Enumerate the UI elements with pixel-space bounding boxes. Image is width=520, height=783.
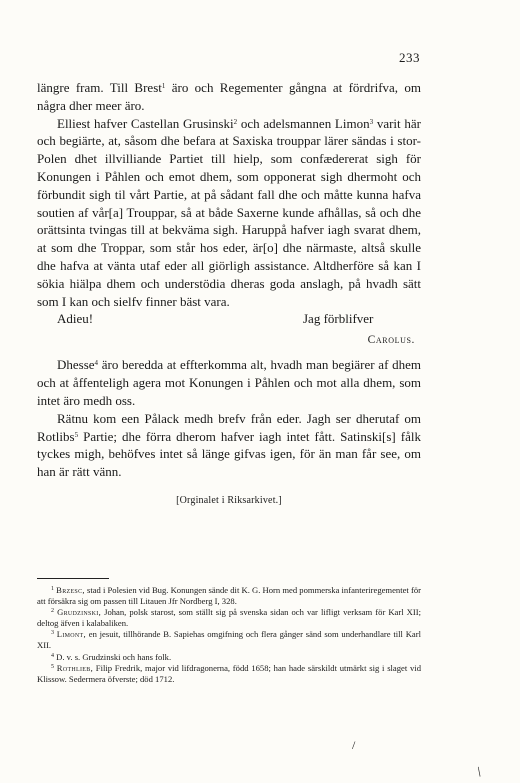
paragraph: Elliest hafver Castellan Grusinski$^2$ och adelsmannen Limon$^3$ varit här och begiärte, at, såsom dhe befara at Saxiska trouppar lärer sändas i stor-Polen dhet illvilliande Partiet till hielp, som confædererat sigh för Konungen i Påhlen och emot dhem, som opponerat sigh dhermoht och förbundit sigh til vårt Partie, at på sådant fall dhe och måtte kunna hafva soutien af vår[a] Trouppar, så at både Saxerne kunde afhållas, så och dhe orättsinta tvingas till at bekväma sigh. Haruppå hafver iagh svarat dhem, at som dhe Troppar, som står hos eder, är[o] dhe närmaste, altså skulle dhe hafva at vänta utaf eder all giörligh assistance. Altdherföre så kan I sökia hiälpa dhem och understödia dheras goda anslagh, på hvadh sätt som I kan och sielfv finner bäst vara.: [37, 115, 421, 309]
closing-line: [37, 310, 421, 328]
footnote-ref: 5: [74, 430, 79, 439]
closing-adieu: Adieu!: [57, 311, 94, 327]
page-number: 233: [399, 50, 420, 65]
paragraph: längre fram. Till Brest$^1$ äro och Regementer gångna at fördrifva, om några dher meer äro.: [37, 80, 422, 113]
footnote: $^3$ Limont, en jesuit, tillhörande B. Sapiehas omgifning och flera gånger sänd som underhandlare till Karl XII.: [37, 629, 421, 651]
closing-remain: Jag förblifver: [303, 311, 374, 327]
footnote-ref: 4: [94, 359, 99, 368]
footnote: $^2$ Grudzinski, Johan, polsk starost, som ställt sig på svenska sidan och var lifligt verksam för Karl XII; deltog äfven i kalabaliken.: [37, 607, 421, 629]
stray-mark: /: [474, 765, 486, 781]
letter-body: [37, 79, 421, 510]
footnote-rule: [37, 578, 109, 579]
source-note: [Orginalet i Riksarkivet.]: [176, 494, 282, 506]
paragraph: Rätnu kom een Pålack medh brefv från eder. Jagh ser dherutaf om Rotlibs$^5$ Partie; dhe förra dherom hafver iagh intet fått. Satinski[s] fålk tyckes migh, behöfves intet så länge gifvas igen, för än man får see, om han är rätt vänn.: [37, 410, 421, 480]
footnote: $^4$ D. v. s. Grudzinski och hans folk.: [51, 651, 172, 662]
footnote: $^1$ Brzesc, stad i Polesien vid Bug. Konungen sände dit K. G. Horn med pommerska infanteriregementet för att försäkra sig om passen till Litauen Jfr Nordberg I, 328.: [37, 585, 421, 607]
footnote-ref: 3: [369, 117, 374, 126]
footnotes: [37, 585, 421, 685]
footnote: $^5$ Rothlieb, Filip Fredrik, major vid lifdragonerna, född 1658; han hade särskildt utmärkt sig i slaget vid Klissow. Sedermera öfverste; död 1712.: [37, 662, 421, 684]
signature: Carolus.: [367, 334, 415, 347]
footnote-ref: 2: [233, 117, 238, 126]
paragraph: Dhesse$^4$ äro beredda at effterkomma alt, hvadh man begiärer af dhem och at åffenteligh agera mot Konungen i Påhlen och mot alla dhem, som intet äro medh oss.: [37, 357, 421, 408]
footnote-ref: 1: [161, 82, 166, 90]
stray-mark: /: [352, 738, 356, 752]
